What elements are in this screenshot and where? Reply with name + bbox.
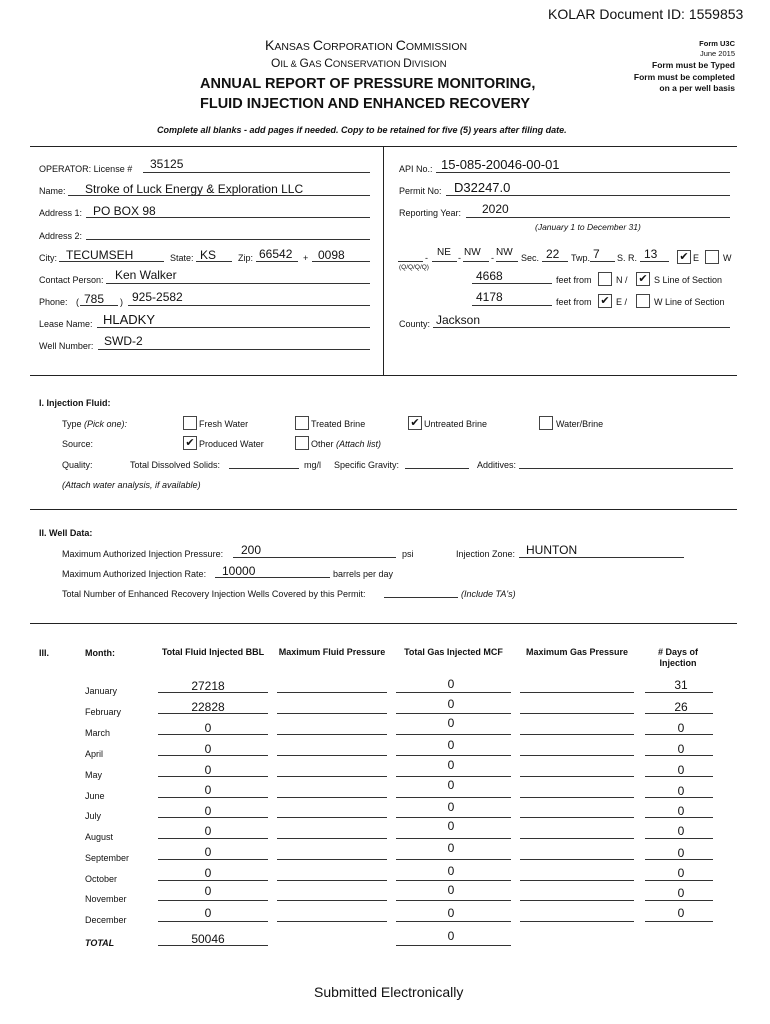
phone-paren-close: ) bbox=[120, 297, 123, 307]
document-id: KOLAR Document ID: 1559853 bbox=[548, 6, 744, 22]
ns-feet-line bbox=[472, 283, 552, 284]
quarter-1[interactable]: NE bbox=[437, 247, 451, 258]
max-fluid-line bbox=[277, 880, 387, 881]
quarter-dash: - bbox=[491, 253, 494, 263]
col-total-fluid: Total Fluid Injected BBL bbox=[161, 647, 265, 657]
phone-label: Phone: bbox=[39, 297, 68, 307]
range-label: S. R. bbox=[617, 253, 638, 263]
api-line bbox=[436, 172, 730, 173]
reporting-year-line bbox=[466, 217, 730, 218]
max-gas-line bbox=[520, 838, 634, 839]
month-label: August bbox=[85, 832, 114, 842]
license-line bbox=[143, 172, 370, 173]
division-part: IL & bbox=[280, 59, 300, 70]
ew-feet-line bbox=[472, 305, 552, 306]
month-label: July bbox=[85, 811, 102, 821]
other-source-label bbox=[311, 439, 381, 449]
gas-line bbox=[396, 734, 511, 735]
max-gas-line bbox=[520, 797, 634, 798]
api-field[interactable]: 15-085-20046-00-01 bbox=[441, 157, 560, 172]
fluid-value[interactable]: 0 bbox=[204, 906, 212, 920]
bpd-label: barrels per day bbox=[333, 569, 394, 579]
produced-water-label: Produced Water bbox=[199, 439, 264, 449]
produced-water-checkbox[interactable]: ✔ bbox=[183, 436, 197, 450]
untreated-brine-label: Untreated Brine bbox=[424, 419, 488, 429]
gas-line bbox=[396, 859, 511, 860]
days-line bbox=[645, 692, 713, 693]
specific-gravity-label: Specific Gravity: bbox=[334, 460, 400, 470]
lease-line bbox=[97, 327, 370, 328]
injection-zone-line bbox=[519, 557, 684, 558]
quarter-3[interactable]: NW bbox=[496, 247, 513, 258]
contact-field[interactable]: Ken Walker bbox=[115, 268, 177, 282]
max-pressure-label: Maximum Authorized Injection Pressure: bbox=[62, 549, 224, 559]
max-gas-line bbox=[520, 900, 634, 901]
zip-field[interactable]: 66542 bbox=[259, 247, 293, 261]
gas-line bbox=[396, 838, 511, 839]
fluid-line bbox=[158, 838, 268, 839]
feet-from-label: feet from bbox=[556, 275, 592, 285]
division-letter: D bbox=[403, 56, 412, 70]
contact-label: Contact Person: bbox=[39, 275, 104, 285]
gas-line bbox=[396, 797, 511, 798]
area-code-field[interactable]: 785 bbox=[84, 292, 105, 306]
injection-zone-label: Injection Zone: bbox=[456, 549, 516, 559]
max-fluid-line bbox=[277, 755, 387, 756]
gas-line bbox=[396, 900, 511, 901]
water-brine-checkbox[interactable] bbox=[539, 416, 553, 430]
instructions: Complete all blanks - add pages if needed. Copy to be retained for five (5) years after filing date. bbox=[157, 125, 567, 135]
reporting-year-label: Reporting Year: bbox=[399, 208, 462, 218]
max-pressure-line bbox=[233, 557, 396, 558]
license-field[interactable]: 35125 bbox=[150, 157, 184, 171]
reporting-year-note: (January 1 to December 31) bbox=[535, 222, 641, 232]
tds-line bbox=[229, 468, 299, 469]
address2-label: Address 2: bbox=[39, 231, 83, 241]
additives-line bbox=[519, 468, 733, 469]
division-letter: C bbox=[324, 56, 333, 70]
gas-value[interactable]: 0 bbox=[447, 819, 455, 833]
fluid-value[interactable]: 0 bbox=[204, 824, 212, 838]
fluid-value[interactable]: 0 bbox=[204, 884, 212, 898]
days-value[interactable]: 0 bbox=[677, 824, 685, 838]
max-rate-label: Maximum Authorized Injection Rate: bbox=[62, 569, 207, 579]
col-total-gas: Total Gas Injected MCF bbox=[404, 647, 503, 657]
divider bbox=[30, 509, 737, 510]
col-max-fluid-pressure: Maximum Fluid Pressure bbox=[278, 647, 386, 657]
division-part: IVISION bbox=[411, 59, 447, 70]
qq-note: (Q/Q/Q/Q) bbox=[399, 264, 429, 271]
quarter-line bbox=[398, 261, 423, 262]
zip-plus: + bbox=[303, 253, 309, 263]
agency-part: ANSAS bbox=[274, 41, 313, 53]
source-label: Source: bbox=[62, 439, 94, 449]
fluid-line bbox=[158, 900, 268, 901]
operator-name-field[interactable]: Stroke of Luck Energy & Exploration LLC bbox=[85, 182, 304, 196]
north-label: N / bbox=[616, 275, 628, 285]
gas-line bbox=[396, 692, 511, 693]
days-line bbox=[645, 900, 713, 901]
gas-value[interactable]: 0 bbox=[447, 883, 455, 897]
range-east-label: E bbox=[693, 253, 700, 263]
max-fluid-line bbox=[277, 921, 387, 922]
month-label: February bbox=[85, 707, 122, 717]
permit-label: Permit No: bbox=[399, 186, 442, 196]
total-label: TOTAL bbox=[85, 938, 115, 948]
attach-analysis-note: (Attach water analysis, if available) bbox=[62, 480, 201, 490]
division-name bbox=[271, 54, 447, 72]
specific-gravity-line bbox=[405, 468, 469, 469]
east-label: E / bbox=[616, 297, 628, 307]
mgl-label: mg/l bbox=[304, 460, 322, 470]
type-label bbox=[62, 419, 127, 429]
days-line bbox=[645, 880, 713, 881]
report-title-line1: ANNUAL REPORT OF PRESSURE MONITORING, bbox=[200, 76, 536, 92]
gas-value[interactable]: 0 bbox=[447, 758, 455, 772]
water-brine-label: Water/Brine bbox=[556, 419, 604, 429]
license-label: OPERATOR: License # bbox=[39, 164, 133, 174]
divider bbox=[30, 623, 737, 624]
west-label: W Line of Section bbox=[654, 297, 725, 307]
county-label: County: bbox=[399, 319, 431, 329]
range-east-checkbox[interactable]: ✔ bbox=[677, 250, 691, 264]
max-fluid-line bbox=[277, 734, 387, 735]
fluid-value[interactable]: 0 bbox=[204, 845, 212, 859]
days-value[interactable]: 0 bbox=[677, 846, 685, 860]
month-label: September bbox=[85, 853, 130, 863]
other-hint: (Attach list) bbox=[336, 439, 382, 449]
well-number-line bbox=[98, 349, 370, 350]
divider bbox=[30, 375, 737, 376]
fluid-value[interactable]: 0 bbox=[204, 721, 212, 735]
days-line bbox=[645, 921, 713, 922]
month-label: June bbox=[85, 791, 105, 801]
treated-brine-checkbox[interactable] bbox=[295, 416, 309, 430]
monthly-section-num: III. bbox=[39, 648, 50, 658]
month-label: November bbox=[85, 894, 127, 904]
gas-value[interactable]: 0 bbox=[447, 778, 455, 792]
zip4-field[interactable]: 0098 bbox=[318, 248, 345, 262]
south-checkbox[interactable]: ✔ bbox=[636, 272, 650, 286]
agency-part: OMMISSION bbox=[405, 41, 468, 53]
month-label: March bbox=[85, 728, 111, 738]
form-code: Form U3C bbox=[699, 39, 735, 48]
month-label: December bbox=[85, 915, 127, 925]
other-source-checkbox[interactable] bbox=[295, 436, 309, 450]
days-line bbox=[645, 838, 713, 839]
form-date: June 2015 bbox=[699, 49, 735, 58]
days-value[interactable]: 0 bbox=[677, 784, 685, 798]
max-fluid-line bbox=[277, 776, 387, 777]
gas-line bbox=[396, 755, 511, 756]
max-fluid-line bbox=[277, 900, 387, 901]
fresh-water-label: Fresh Water bbox=[199, 419, 249, 429]
days-value[interactable]: 0 bbox=[677, 804, 685, 818]
zip-line bbox=[256, 261, 298, 262]
gas-value[interactable]: 0 bbox=[447, 716, 455, 730]
contact-line bbox=[106, 283, 370, 284]
agency-name bbox=[265, 37, 467, 55]
report-title-line2: FLUID INJECTION AND ENHANCED RECOVERY bbox=[200, 96, 531, 112]
total-gas-value[interactable]: 0 bbox=[447, 929, 455, 943]
fluid-value[interactable]: 0 bbox=[204, 763, 212, 777]
max-fluid-line bbox=[277, 817, 387, 818]
well-number-label: Well Number: bbox=[39, 341, 94, 351]
section-field[interactable]: 22 bbox=[546, 247, 560, 261]
north-checkbox[interactable] bbox=[598, 272, 612, 286]
max-fluid-line bbox=[277, 692, 387, 693]
quarter-dash: - bbox=[458, 253, 461, 263]
range-west-checkbox[interactable] bbox=[705, 250, 719, 264]
additives-label: Additives: bbox=[477, 460, 517, 470]
total-wells-line bbox=[384, 597, 458, 598]
max-gas-line bbox=[520, 859, 634, 860]
fluid-line bbox=[158, 797, 268, 798]
gas-line bbox=[396, 817, 511, 818]
county-line bbox=[433, 327, 730, 328]
quarter-dash: - bbox=[425, 253, 428, 263]
name-label: Name: bbox=[39, 186, 66, 196]
quality-label: Quality: bbox=[62, 460, 93, 470]
ns-feet-field[interactable]: 4668 bbox=[476, 269, 503, 283]
treated-brine-label: Treated Brine bbox=[311, 419, 366, 429]
zip-label: Zip: bbox=[238, 253, 254, 263]
gas-value[interactable]: 0 bbox=[447, 697, 455, 711]
days-value[interactable]: 26 bbox=[674, 700, 688, 714]
state-field[interactable]: KS bbox=[200, 248, 217, 262]
include-ta-note: (Include TA's) bbox=[461, 589, 516, 599]
divider bbox=[383, 146, 384, 375]
col-max-gas-pressure: Maximum Gas Pressure bbox=[525, 647, 629, 657]
days-value[interactable]: 0 bbox=[677, 763, 685, 777]
max-pressure-field[interactable]: 200 bbox=[241, 543, 262, 557]
days-value[interactable]: 0 bbox=[677, 866, 685, 880]
fluid-line bbox=[158, 921, 268, 922]
type-hint: (Pick one): bbox=[84, 419, 128, 429]
ew-feet-field[interactable]: 4178 bbox=[476, 290, 503, 304]
west-checkbox[interactable] bbox=[636, 294, 650, 308]
feet-from-label: feet from bbox=[556, 297, 592, 307]
month-label: April bbox=[85, 749, 104, 759]
untreated-brine-checkbox[interactable]: ✔ bbox=[408, 416, 422, 430]
max-gas-line bbox=[520, 734, 634, 735]
injection-zone-field[interactable]: HUNTON bbox=[526, 543, 578, 557]
days-value[interactable]: 0 bbox=[677, 742, 685, 756]
range-west-label: W bbox=[723, 253, 732, 263]
division-part: ONSERVATION bbox=[332, 59, 404, 70]
well-data-title: II. Well Data: bbox=[39, 528, 93, 538]
max-gas-line bbox=[520, 776, 634, 777]
phone-field[interactable]: 925-2582 bbox=[132, 290, 183, 304]
county-field[interactable]: Jackson bbox=[436, 313, 481, 327]
gas-value[interactable]: 0 bbox=[447, 841, 455, 855]
month-label: May bbox=[85, 770, 103, 780]
state-label: State: bbox=[170, 253, 194, 263]
permit-field[interactable]: D32247.0 bbox=[454, 180, 511, 195]
days-value[interactable]: 31 bbox=[674, 678, 688, 692]
form-note-typed: Form must be Typed bbox=[652, 60, 735, 70]
south-label: S Line of Section bbox=[654, 275, 723, 285]
max-rate-field[interactable]: 10000 bbox=[222, 564, 256, 578]
fluid-value[interactable]: 27218 bbox=[191, 679, 225, 693]
city-field[interactable]: TECUMSEH bbox=[66, 248, 134, 262]
month-label: October bbox=[85, 874, 118, 884]
fluid-line bbox=[158, 880, 268, 881]
lease-field[interactable]: HLADKY bbox=[103, 312, 156, 327]
fluid-value[interactable]: 0 bbox=[204, 866, 212, 880]
gas-value[interactable]: 0 bbox=[447, 906, 455, 920]
gas-value[interactable]: 0 bbox=[447, 677, 455, 691]
quarter-line bbox=[432, 261, 457, 262]
col-month: Month: bbox=[85, 648, 115, 658]
agency-letter: C bbox=[395, 37, 406, 53]
max-gas-line bbox=[520, 755, 634, 756]
agency-part: ORPORATION bbox=[322, 41, 396, 53]
lease-label: Lease Name: bbox=[39, 319, 93, 329]
tds-label: Total Dissolved Solids: bbox=[130, 460, 221, 470]
reporting-year-field[interactable]: 2020 bbox=[482, 202, 509, 216]
max-gas-line bbox=[520, 880, 634, 881]
other-text: Other bbox=[311, 439, 334, 449]
fluid-line bbox=[158, 859, 268, 860]
township-line bbox=[590, 261, 615, 262]
fluid-value[interactable]: 0 bbox=[204, 742, 212, 756]
psi-label: psi bbox=[402, 549, 414, 559]
address2-line bbox=[86, 239, 370, 240]
division-letter: G bbox=[299, 56, 309, 70]
month-label: January bbox=[85, 686, 118, 696]
division-part: AS bbox=[308, 59, 325, 70]
days-value[interactable]: 0 bbox=[677, 721, 685, 735]
max-gas-line bbox=[520, 817, 634, 818]
fresh-water-checkbox[interactable] bbox=[183, 416, 197, 430]
days-value[interactable]: 0 bbox=[677, 906, 685, 920]
township-label: Twp. bbox=[571, 253, 591, 263]
agency-letter: C bbox=[312, 37, 323, 53]
max-fluid-line bbox=[277, 797, 387, 798]
range-field[interactable]: 13 bbox=[644, 247, 658, 261]
division-letter: O bbox=[271, 56, 281, 70]
phone-line bbox=[128, 305, 370, 306]
injection-fluid-title: I. Injection Fluid: bbox=[39, 398, 111, 408]
form-note-per-well: on a per well basis bbox=[659, 83, 735, 93]
gas-line bbox=[396, 921, 511, 922]
fluid-value[interactable]: 0 bbox=[204, 783, 212, 797]
east-checkbox[interactable]: ✔ bbox=[598, 294, 612, 308]
quarter-2[interactable]: NW bbox=[464, 247, 481, 258]
form-note-completed: Form must be completed bbox=[633, 72, 735, 82]
address1-label: Address 1: bbox=[39, 208, 83, 218]
quarter-line bbox=[496, 261, 518, 262]
gas-value[interactable]: 0 bbox=[447, 864, 455, 878]
phone-paren-open: ( bbox=[76, 297, 79, 307]
permit-line bbox=[446, 195, 730, 196]
fluid-value[interactable]: 0 bbox=[204, 804, 212, 818]
address1-field[interactable]: PO BOX 98 bbox=[93, 204, 156, 218]
type-label-text: Type bbox=[62, 419, 82, 429]
total-fluid-value[interactable]: 50046 bbox=[191, 932, 225, 946]
gas-value[interactable]: 0 bbox=[447, 738, 455, 752]
max-gas-line bbox=[520, 692, 634, 693]
max-fluid-line bbox=[277, 859, 387, 860]
gas-value[interactable]: 0 bbox=[447, 800, 455, 814]
city-label: City: bbox=[39, 253, 57, 263]
fluid-value[interactable]: 22828 bbox=[191, 700, 225, 714]
gas-line bbox=[396, 776, 511, 777]
max-fluid-line bbox=[277, 713, 387, 714]
gas-line bbox=[396, 713, 511, 714]
api-label: API No.: bbox=[399, 164, 433, 174]
gas-line bbox=[396, 880, 511, 881]
total-gas-line bbox=[396, 945, 511, 946]
total-wells-label: Total Number of Enhanced Recovery Injection Wells Covered by this Permit: bbox=[62, 589, 366, 599]
section-line bbox=[542, 261, 568, 262]
section-label: Sec. bbox=[521, 253, 540, 263]
well-number-field[interactable]: SWD-2 bbox=[104, 334, 143, 348]
quarter-line bbox=[463, 261, 489, 262]
col-days: # Days of Injection bbox=[657, 647, 699, 668]
submitted-electronically: Submitted Electronically bbox=[314, 984, 464, 1000]
max-fluid-line bbox=[277, 838, 387, 839]
agency-letter: K bbox=[265, 37, 275, 53]
range-line bbox=[640, 261, 669, 262]
days-value[interactable]: 0 bbox=[677, 886, 685, 900]
township-field[interactable]: 7 bbox=[593, 247, 600, 261]
max-gas-line bbox=[520, 713, 634, 714]
max-gas-line bbox=[520, 921, 634, 922]
